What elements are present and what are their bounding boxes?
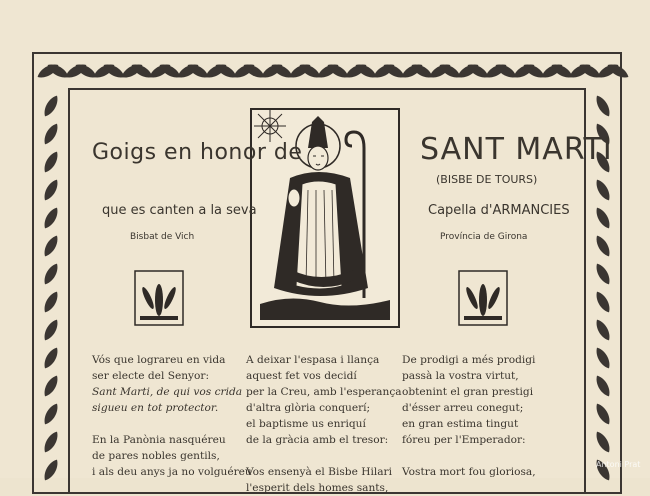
verse-line: En la Panònia nasquéreu bbox=[92, 434, 226, 446]
border-leaf bbox=[41, 261, 61, 286]
verse-line: fóreu per l'Emperador: bbox=[402, 434, 526, 446]
border-leaf bbox=[593, 345, 613, 370]
border-leaf bbox=[41, 373, 61, 398]
border-leaf bbox=[593, 373, 613, 398]
verse-line: en gran estima tingut bbox=[402, 418, 519, 430]
border-leaf bbox=[41, 317, 61, 342]
watermark: Antoni Prat bbox=[596, 460, 641, 469]
saint-name: SANT MARTI bbox=[420, 132, 613, 167]
left-floral-ornament bbox=[134, 270, 184, 326]
border-leaf bbox=[41, 205, 61, 230]
verse-line: d'ésser arreu conegut; bbox=[402, 402, 524, 414]
border-leaf bbox=[593, 289, 613, 314]
verse-line: i als deu anys ja no volguéreu bbox=[92, 466, 252, 478]
verse-line: De prodigi a més prodigi bbox=[402, 354, 536, 366]
province-text: Província de Girona bbox=[440, 232, 528, 242]
verse-line: de pares nobles gentils, bbox=[92, 450, 220, 462]
verse-line: A deixar l'espasa i llança bbox=[246, 354, 380, 366]
verse-column-3 bbox=[402, 352, 562, 480]
verse-line: d'altra glòria conquerí; bbox=[246, 402, 371, 414]
stanza-gap bbox=[92, 416, 252, 432]
verse-line: per la Creu, amb l'esperança bbox=[246, 386, 402, 398]
sung-in-text: que es canten a la seva bbox=[102, 203, 257, 218]
border-leaf bbox=[593, 177, 613, 202]
verse-column-1 bbox=[92, 352, 252, 480]
verse-line: el baptisme us enriquí bbox=[246, 418, 366, 430]
border-leaf bbox=[41, 177, 61, 202]
title-goigs: Goigs en honor de bbox=[92, 140, 303, 165]
border-leaf bbox=[41, 121, 61, 146]
border-leaf bbox=[41, 429, 61, 454]
verse-line: de la gràcia amb el tresor: bbox=[246, 434, 389, 446]
border-leaf bbox=[41, 457, 61, 482]
border-leaf bbox=[593, 317, 613, 342]
stanza-gap bbox=[402, 448, 562, 464]
border-leaf bbox=[593, 401, 613, 426]
border-leaf bbox=[41, 233, 61, 258]
verse-line: l'esperit dels homes sants, bbox=[246, 482, 389, 494]
chapel-name: Capella d'ARMANCIES bbox=[428, 203, 570, 218]
border-leaf bbox=[41, 345, 61, 370]
border-leaf bbox=[41, 289, 61, 314]
border-leaf bbox=[593, 233, 613, 258]
verse-column-2 bbox=[246, 352, 406, 496]
border-leaf bbox=[593, 93, 613, 118]
right-floral-ornament bbox=[458, 270, 508, 326]
verse-line: sigueu en tot protector. bbox=[92, 402, 219, 414]
border-leaf bbox=[593, 205, 613, 230]
verse-line: ser electe del Senyor: bbox=[92, 370, 210, 382]
verse-line: Vos ensenyà el Bisbe Hilari bbox=[246, 466, 392, 478]
verse-line: passà la vostra virtut, bbox=[402, 370, 519, 382]
verse-line: Vós que lograreu en vida bbox=[92, 354, 226, 366]
stanza-gap bbox=[246, 448, 406, 464]
verse-line: obtenint el gran prestigi bbox=[402, 386, 534, 398]
verse-line: Vostra mort fou gloriosa, bbox=[402, 466, 536, 478]
border-leaf bbox=[41, 149, 61, 174]
verse-line: aquest fet vos decidí bbox=[246, 370, 357, 382]
saint-subtitle: (BISBE DE TOURS) bbox=[436, 173, 538, 186]
border-leaf bbox=[593, 261, 613, 286]
border-leaf bbox=[41, 401, 61, 426]
verse-line: Sant Marti, de qui vos crida bbox=[92, 386, 243, 398]
bishopric-text: Bisbat de Vich bbox=[130, 232, 195, 242]
border-leaf bbox=[593, 429, 613, 454]
border-leaf bbox=[41, 93, 61, 118]
